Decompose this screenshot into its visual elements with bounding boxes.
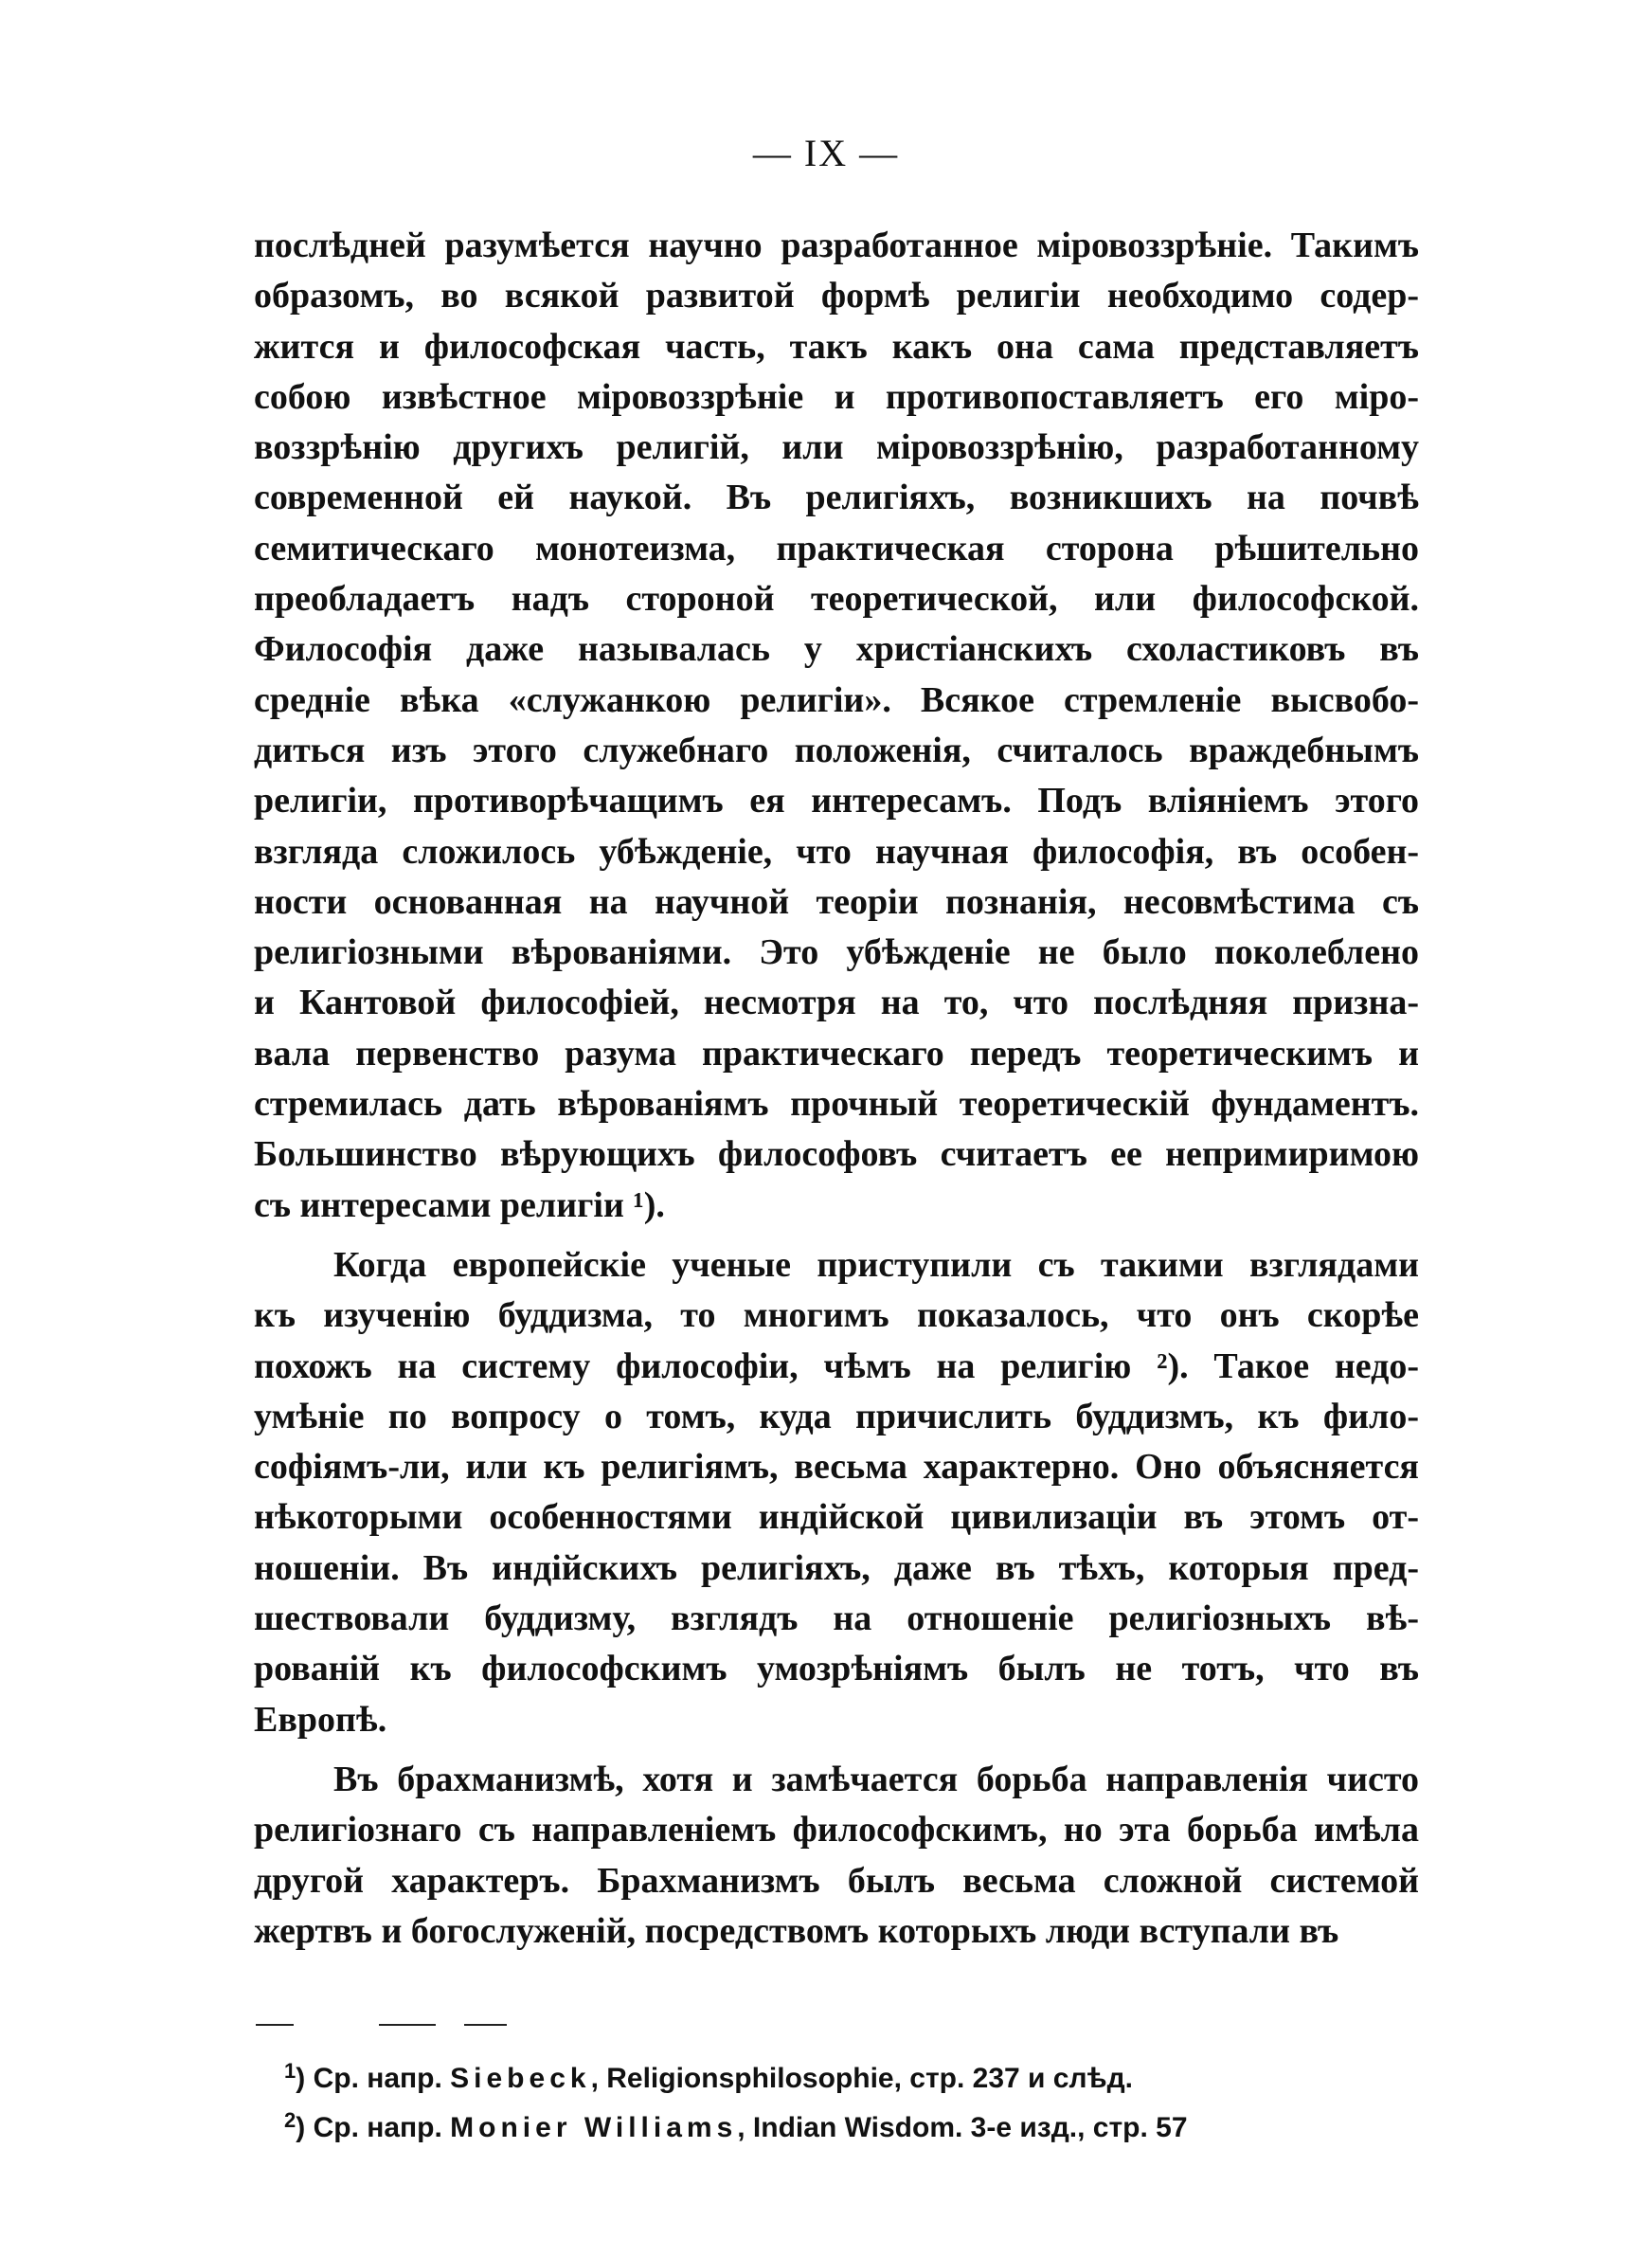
footnote-separator xyxy=(256,2024,540,2028)
text-line: Когда европейскіе ученые приступили съ такими взглядами xyxy=(333,1244,1419,1285)
text-line: съ интересами религіи ¹). xyxy=(254,1184,665,1225)
text-line: средніе вѣка «служанкою религіи». Всякое стремленіе высвобо- xyxy=(254,679,1419,720)
footnote-mark: 2 xyxy=(284,2108,296,2132)
paragraph xyxy=(254,1240,1419,1745)
text-line: и Кантовой философіей, несмотря на то, что послѣдняя призна- xyxy=(254,983,1419,1023)
text-line: къ изученію буддизма, то многимъ показалось, что онъ скорѣе xyxy=(254,1295,1419,1336)
paragraph xyxy=(254,1755,1419,1957)
footnote-mark: 1 xyxy=(284,2059,296,2083)
footnote-reference: , Religionsphilosophie, стр. 237 и слѣд. xyxy=(590,2063,1133,2094)
footnote-prefix: ) Ср. напр. xyxy=(296,2063,451,2094)
text-line: вала первенство разума практическаго передъ теоретическимъ и xyxy=(254,1033,1419,1074)
text-line: семитическаго монотеизма, практическая сторона рѣшительно xyxy=(254,528,1419,569)
text-line: жится и философская часть, такъ какъ она сама представляетъ xyxy=(254,326,1419,367)
footnote-author: Siebeck xyxy=(450,2063,591,2094)
text-line: религіозными вѣрованіями. Это убѣжденіе не было поколеблено xyxy=(254,932,1419,973)
text-line: Философія даже называлась у христіанскихъ схоластиковъ въ xyxy=(254,629,1419,670)
footnote-prefix: ) Ср. напр. xyxy=(296,2112,451,2143)
text-line: диться изъ этого служебнаго положенія, считалось враждебнымъ xyxy=(254,730,1419,770)
footnote xyxy=(284,2096,1421,2145)
text-line: жертвъ и богослуженій, посредствомъ которыхъ люди вступали въ xyxy=(254,1910,1339,1951)
text-line: шествовали буддизму, взглядъ на отношеніе религіозныхъ вѣ- xyxy=(254,1598,1419,1639)
text-line: рованій къ философскимъ умозрѣніямъ былъ не тотъ, что въ xyxy=(254,1649,1419,1689)
main-text xyxy=(254,221,1419,1957)
footnote xyxy=(284,2047,1421,2096)
footnote-author: Monier Williams xyxy=(450,2112,738,2143)
text-line: похожъ на систему философіи, чѣмъ на религію ²). Такое недо- xyxy=(254,1345,1419,1386)
text-line: образомъ, во всякой развитой формѣ религіи необходимо содер- xyxy=(254,276,1419,316)
text-line: умѣніе по вопросу о томъ, куда причислить буддизмъ, къ фило- xyxy=(254,1396,1419,1436)
text-line: послѣдней разумѣется научно разработанное міровоззрѣніе. Такимъ xyxy=(254,226,1419,265)
paragraph xyxy=(254,221,1419,1231)
text-line: Европѣ. xyxy=(254,1699,387,1740)
text-line: нѣкоторыми особенностями индійской цивилизаціи въ этомъ от- xyxy=(254,1497,1419,1538)
text-line: собою извѣстное міровоззрѣніе и противопоставляетъ его міро- xyxy=(254,376,1419,417)
footnotes xyxy=(284,2047,1421,2145)
text-line: стремилась дать вѣрованіямъ прочный теоретическій фундаментъ. xyxy=(254,1084,1419,1125)
text-line: Большинство вѣрующихъ философовъ считаетъ ее непримиримою xyxy=(254,1134,1419,1175)
text-line: воззрѣнію другихъ религій, или міровоззрѣнію, разработанному xyxy=(254,427,1419,468)
text-line: софіямъ-ли, или къ религіямъ, весьма характерно. Оно объясняется xyxy=(254,1447,1419,1488)
text-line: другой характеръ. Брахманизмъ былъ весьма сложной системой xyxy=(254,1860,1419,1901)
text-line: религіи, противорѣчащимъ ея интересамъ. Подъ вліяніемъ этого xyxy=(254,781,1419,822)
footnote-reference: , Indian Wisdom. 3-е изд., стр. 57 xyxy=(737,2112,1188,2143)
text-line: современной ей наукой. Въ религіяхъ, возникшихъ на почвѣ xyxy=(254,478,1419,518)
text-line: преобладаетъ надъ стороной теоретической, или философской. xyxy=(254,579,1419,620)
text-line: Въ брахманизмѣ, хотя и замѣчается борьба направленія чисто xyxy=(333,1759,1419,1799)
text-line: взгляда сложилось убѣжденіе, что научная философія, въ особен- xyxy=(254,831,1419,872)
text-line: ности основанная на научной теоріи познанія, несовмѣстима съ xyxy=(254,881,1419,922)
text-line: религіознаго съ направленіемъ философскимъ, но эта борьба имѣла xyxy=(254,1810,1419,1851)
text-line: ношеніи. Въ индійскихъ религіяхъ, даже въ тѣхъ, которыя пред- xyxy=(254,1547,1419,1588)
page-number: — IX — xyxy=(752,132,900,174)
